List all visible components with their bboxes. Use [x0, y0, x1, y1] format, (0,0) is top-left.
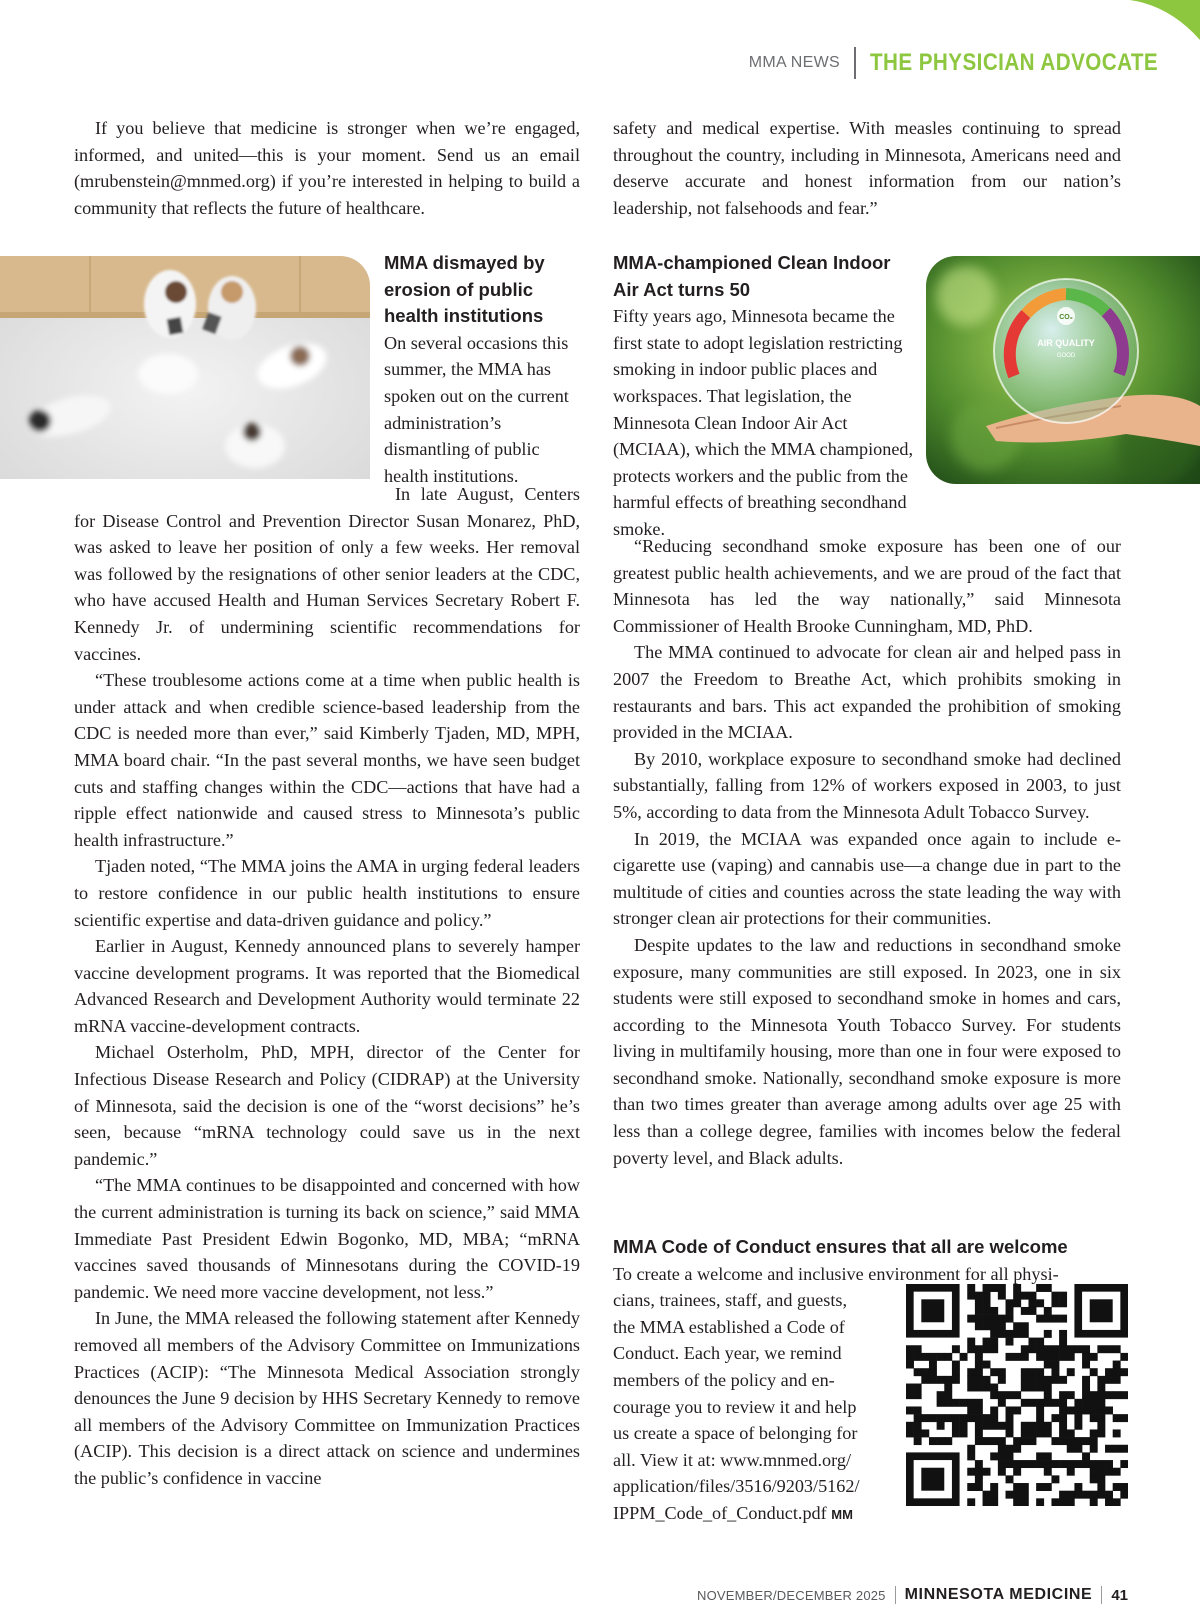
article3-line: the MMA established a Code of [613, 1316, 845, 1337]
article1-paragraph: In June, the MMA released the following statement after Kennedy removed all members of the Advisory Committee on Immunizations Practices (ACIP): “The Minnesota Medical Association strongly denounces the June 9 decision by HHS Secretary Kennedy to remove all members of the Advisory Committee on Immunization Practices (ACIP). This decision is a direct attack on science and undermines the public’s confidence in vaccine [74, 1308, 580, 1488]
article1-paragraph: In late August, Centers for Disease Control and Prevention Director Susan Monarez, PhD, was asked to leave her position of only a few weeks. Her removal was followed by the resignations of other senior leaders at the CDC, who have accused Health and Human Services Secretary Robert F. Kennedy Jr. of undermining scientific recommendations for vaccines. [74, 484, 580, 664]
article2-intro [613, 250, 918, 543]
air-quality-status: GOOD [1056, 353, 1076, 359]
continuation-paragraph: safety and medical expertise. With measles continuing to spread throughout the country, including in Minnesota, Americans need and deserve accurate and honest information from our nation’s leadership, not falsehoods and fear.” [613, 118, 1121, 218]
running-header [748, 47, 1159, 79]
article2-lead: Fifty years ago, Minnesota became the first state to adopt legislation restricting smoking in indoor public places and workspaces. That legislation, the Minnesota Clean Indoor Air Act (MCIAA), which the MMA championed, protects workers and the public from the harmful effects of breathing secondhand smoke. [613, 306, 914, 539]
article3-line: us create a space of belonging for [613, 1423, 858, 1444]
article2-body [613, 533, 1121, 1171]
article1-paragraph: Earlier in August, Kennedy announced plans to severely hamper vaccine development programs. It was reported that the Biomedical Advanced Research and Development Authority would terminate 22 mRNA vaccine-development contracts. [74, 936, 580, 1036]
footer-divider [1101, 1586, 1102, 1604]
article2-paragraph: “Reducing secondhand smoke exposure has been one of our greatest public health achievements, and we are proud of the fact that Minnesota has led the way nationally,” said Minnesota Commissioner of Health Brooke Cunningham, MD, PhD. [613, 536, 1121, 636]
air-quality-photo [926, 256, 1200, 484]
air-quality-label: AIR QUALITY [1037, 338, 1095, 348]
article3-line: Conduct. Each year, we remind [613, 1343, 842, 1364]
article2-paragraph: Despite updates to the law and reductions in secondhand smoke exposure, many communities are still exposed. In 2023, one in six students were still exposed to secondhand smoke in homes and cars, according to the Minnesota Youth Tobacco Survey. For students living in multifamily housing, more than one in four were exposed to secondhand smoke. Nationally, secondhand smoke exposure is more than two times greater than average among adults over age 25 with less than a college degree, families with incomes below the federal poverty level, and Black adults. [613, 934, 1121, 1168]
article3-line: To create a welcome and inclusive environment for all physi- [613, 1263, 1059, 1284]
article2-headline: MMA-championed Clean Indoor Air Act turns 50 [613, 252, 891, 300]
article1-headline: MMA dismayed by erosion of public health institutions [384, 252, 545, 327]
article3-link-line[interactable]: all. View it at: www.mnmed.org/ [613, 1449, 852, 1470]
page-number: 41 [1111, 1586, 1128, 1604]
article3-line: members of the policy and en- [613, 1369, 835, 1390]
article1-lead: On several occasions this summer, the MMA has spoken out on the current administration’s dismantling of public health institutions. [384, 332, 569, 486]
intro-paragraph: If you believe that medicine is stronger when we’re engaged, informed, and united—this is your moment. Send us an email (mrubenstein@mnmed.org) if you’re interested in helping to build a community that reflects the future of healthcare. [74, 118, 580, 218]
article1-paragraph: “The MMA continues to be disappointed and concerned with how the current administration is turning its back on science,” said MMA Immediate Past President Edwin Bogonko, MD, MBA; “mRNA vaccines saved thousands of Minnesotans during the COVID-19 pandemic. We need more vaccine development, not less.” [74, 1175, 580, 1302]
article2-paragraph: The MMA continued to advocate for clean air and helped pass in 2007 the Freedom to Breathe Act, which prohibits smoking in restaurants and bars. This act expanded the prohibition of smoking provided in the MCIAA. [613, 642, 1121, 743]
article1-paragraph: Michael Osterholm, PhD, MPH, director of the Center for Infectious Disease Research and Policy (CIDRAP) at the University of Minnesota, said the decision is one of the “worst decisions” he’s seen, because “mRNA technology could save us in the next pandemic.” [74, 1042, 580, 1169]
article1-paragraph: Tjaden noted, “The MMA joins the AMA in urging federal leaders to restore confidence in our public health institutions to ensure scientific expertise and data-driven guidance and policy.” [74, 856, 580, 930]
header-divider [854, 47, 856, 79]
article1-intro [384, 250, 584, 489]
article3-link-line[interactable]: application/files/3516/9203/5162/ [613, 1476, 860, 1497]
doctors-photo [0, 256, 370, 479]
corner-accent-shape [1110, 0, 1200, 50]
article2-paragraph: By 2010, workplace exposure to secondhand smoke had declined substantially, falling from 12% of workers exposed in 2003, to just 5%, according to data from the Minnesota Adult Tobacco Survey. [613, 748, 1121, 822]
article3-line: courage you to review it and help [613, 1396, 857, 1417]
left-column-top [74, 115, 580, 221]
footer-magazine-name: MINNESOTA MEDICINE [904, 1586, 1093, 1603]
footer-issue: NOVEMBER/DECEMBER 2025 [696, 1587, 886, 1603]
article3-headline: MMA Code of Conduct ensures that all are welcome [613, 1236, 1068, 1257]
running-footer [697, 1586, 1128, 1604]
footer-divider [895, 1586, 896, 1604]
article3-line: cians, trainees, staff, and guests, [613, 1290, 848, 1311]
qr-code[interactable] [906, 1284, 1128, 1506]
article2-paragraph: In 2019, the MCIAA was expanded once again to include e-cigarette use (vaping) and cannabis use—a change due in part to the multitude of cities and counties across the state leading the way with stronger clean air protections for their communities. [613, 828, 1121, 929]
article1-body [74, 481, 580, 1492]
header-section-label: MMA NEWS [748, 54, 840, 71]
header-title: THE PHYSICIAN ADVOCATE [870, 49, 1159, 76]
article3-link-line[interactable]: IPPM_Code_of_Conduct.pdf [613, 1502, 827, 1523]
co2-label: CO₂ [1059, 314, 1073, 321]
article1-paragraph: “These troublesome actions come at a time when public health is under attack and when credible science-based leadership from the CDC is needed more than ever,” said Kimberly Tjaden, MD, MPH, MMA board chair. “In the past several months, we have seen budget cuts and staffing changes within the CDC—actions that have had a ripple effect nationwide and caused stress to Minnesota’s public health infrastructure.” [74, 670, 580, 850]
end-mark: MM [831, 1506, 853, 1522]
right-column-top [613, 115, 1121, 221]
